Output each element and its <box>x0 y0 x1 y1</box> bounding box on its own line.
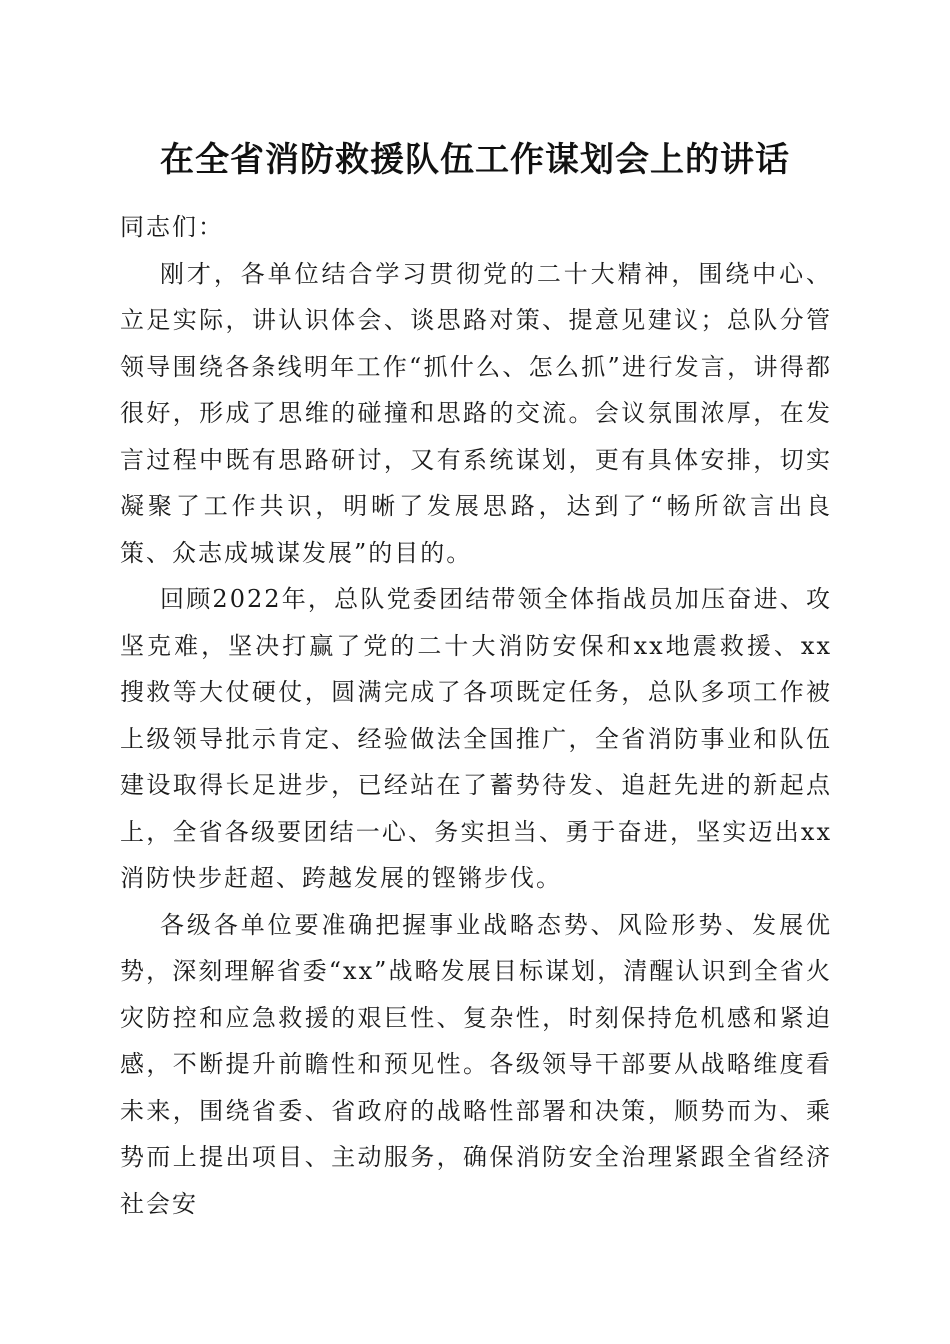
paragraph-3: 各级各单位要准确把握事业战略态势、风险形势、发展优势，深刻理解省委“xx”战略发展目标谋划，清醒认识到全省火灾防控和应急救援的艰巨性、复杂性，时刻保持危机感和紧迫感，不断提升前瞻性和预见性。各级领导干部要从战略维度看未来，围绕省委、省政府的战略性部署和决策，顺势而为、乘势而上提出项目、主动服务，确保消防安全治理紧跟全省经济社会安 <box>120 910 832 1218</box>
paragraph-1: 刚才，各单位结合学习贯彻党的二十大精神，围绕中心、立足实际，讲认识体会、谈思路对策、提意见建议；总队分管领导围绕各条线明年工作“抓什么、怎么抓”进行发言，讲得都很好，形成了思维的碰撞和思路的交流。会议氛围浓厚，在发言过程中既有思路研讨，又有系统谋划，更有具体安排，切实凝聚了工作共识，明晰了发展思路，达到了“畅所欲言出良策、众志成城谋发展”的目的。 <box>120 259 832 567</box>
document-body <box>120 204 832 1227</box>
paragraph-2: 回顾2022年，总队党委团结带领全体指战员加压奋进、攻坚克难，坚决打赢了党的二十大消防安保和xx地震救援、xx搜救等大仗硬仗，圆满完成了各项既定任务，总队多项工作被上级领导批示肯定、经验做法全国推广，全省消防事业和队伍建设取得长足进步，已经站在了蓄势待发、追赶先进的新起点上，全省各级要团结一心、务实担当、勇于奋进，坚实迈出xx消防快步赶超、跨越发展的铿锵步伐。 <box>120 585 832 892</box>
document-title: 在全省消防救援队伍工作谋划会上的讲话 <box>160 140 790 180</box>
salutation: 同志们： <box>120 213 224 241</box>
